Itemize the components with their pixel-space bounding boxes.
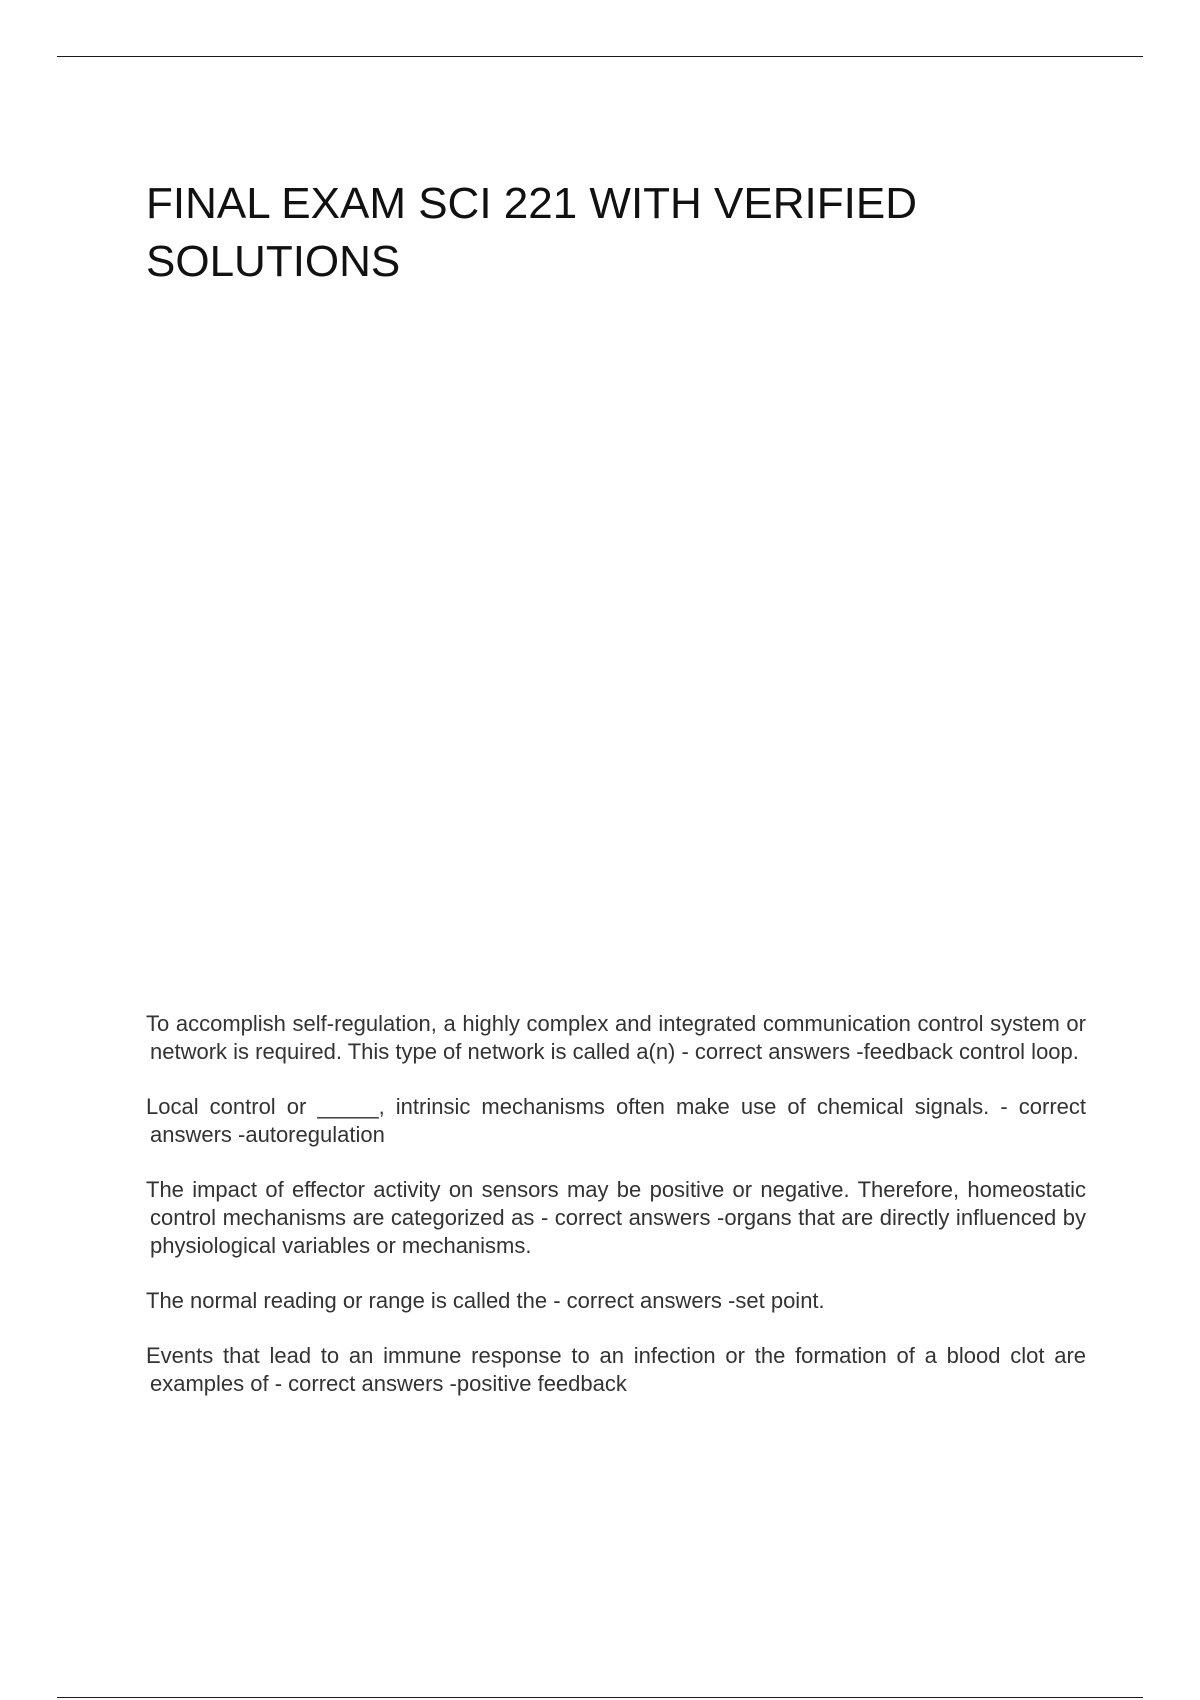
qa-item: Events that lead to an immune response to an infection or the formation of a blood clot are examples of - correct answers -positive feedback <box>146 1343 1086 1396</box>
qa-item: The normal reading or range is called the - correct answers -set point. <box>146 1288 825 1313</box>
qa-item: Local control or _____, intrinsic mechanisms often make use of chemical signals. - correct answers -autoregulation <box>146 1094 1086 1147</box>
header-rule <box>57 56 1143 57</box>
qa-item: The impact of effector activity on sensors may be positive or negative. Therefore, homeostatic control mechanisms are categorized as - correct answers -organs that are directly influenced by physiological variables or mechanisms. <box>146 1177 1086 1258</box>
footer-rule <box>57 1697 1143 1698</box>
qa-item: To accomplish self-regulation, a highly complex and integrated communication control system or network is required. This type of network is called a(n) - correct answers -feedback control loop. <box>146 1011 1086 1064</box>
qa-list <box>146 1010 1086 1425</box>
document-title: FINAL EXAM SCI 221 WITH VERIFIED SOLUTIONS <box>146 179 917 286</box>
